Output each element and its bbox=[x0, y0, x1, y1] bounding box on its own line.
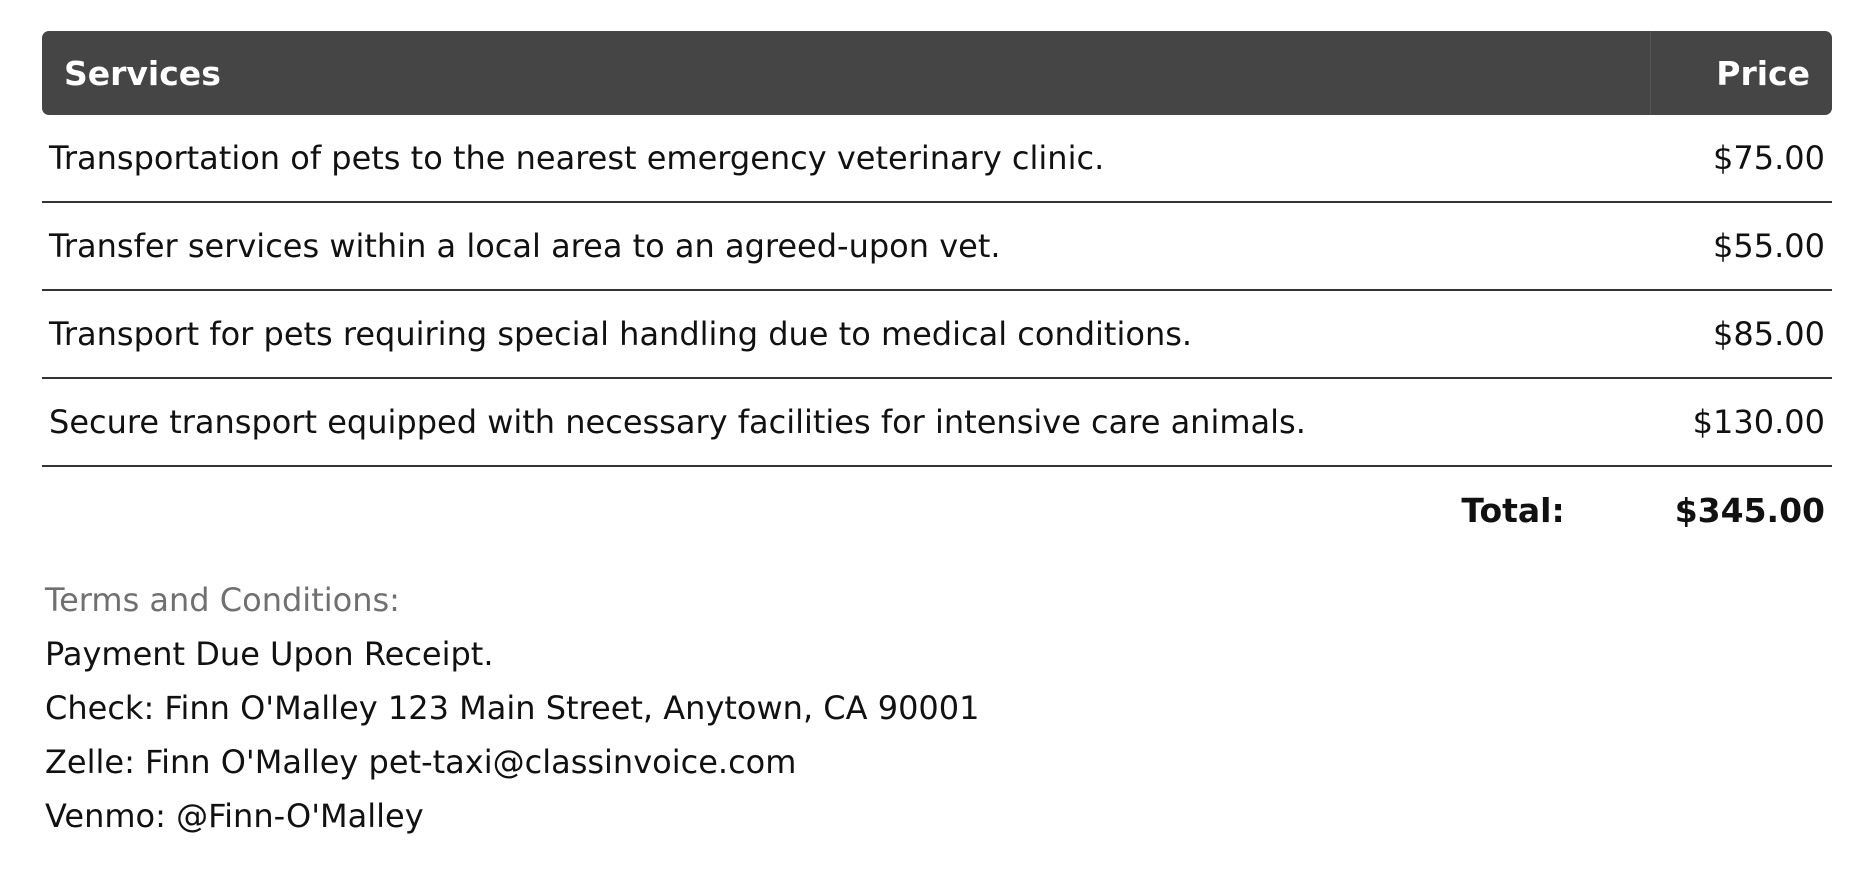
terms-check-info: Check: Finn O'Malley 123 Main Street, Anytown, CA 90001 bbox=[45, 689, 980, 727]
service-description: Transport for pets requiring special handling due to medical conditions. bbox=[42, 290, 1650, 378]
total-amount: $345.00 bbox=[1674, 490, 1825, 530]
service-price: $130.00 bbox=[1650, 378, 1832, 466]
table-row bbox=[42, 115, 1832, 202]
service-description: Transportation of pets to the nearest emergency veterinary clinic. bbox=[42, 115, 1650, 202]
table-header-row bbox=[42, 31, 1832, 115]
table-row bbox=[42, 290, 1832, 378]
table-row bbox=[42, 202, 1832, 290]
service-price: $75.00 bbox=[1650, 115, 1832, 202]
table-row bbox=[42, 378, 1832, 466]
service-description: Secure transport equipped with necessary facilities for intensive care animals. bbox=[42, 378, 1650, 466]
services-table bbox=[42, 31, 1832, 467]
total-row bbox=[42, 467, 1832, 553]
terms-venmo-info: Venmo: @Finn-O'Malley bbox=[45, 797, 424, 835]
terms-payment-due: Payment Due Upon Receipt. bbox=[45, 635, 494, 673]
invoice bbox=[42, 31, 1832, 843]
terms-zelle-info: Zelle: Finn O'Malley pet-taxi@classinvoice.com bbox=[45, 743, 797, 781]
service-description: Transfer services within a local area to an agreed-upon vet. bbox=[42, 202, 1650, 290]
service-price: $85.00 bbox=[1650, 290, 1832, 378]
price-column-header: Price bbox=[1650, 31, 1832, 115]
terms-title: Terms and Conditions: bbox=[45, 581, 400, 619]
services-column-header: Services bbox=[42, 31, 1650, 115]
total-label: Total: bbox=[1461, 490, 1565, 530]
terms-section bbox=[42, 573, 1832, 843]
service-price: $55.00 bbox=[1650, 202, 1832, 290]
